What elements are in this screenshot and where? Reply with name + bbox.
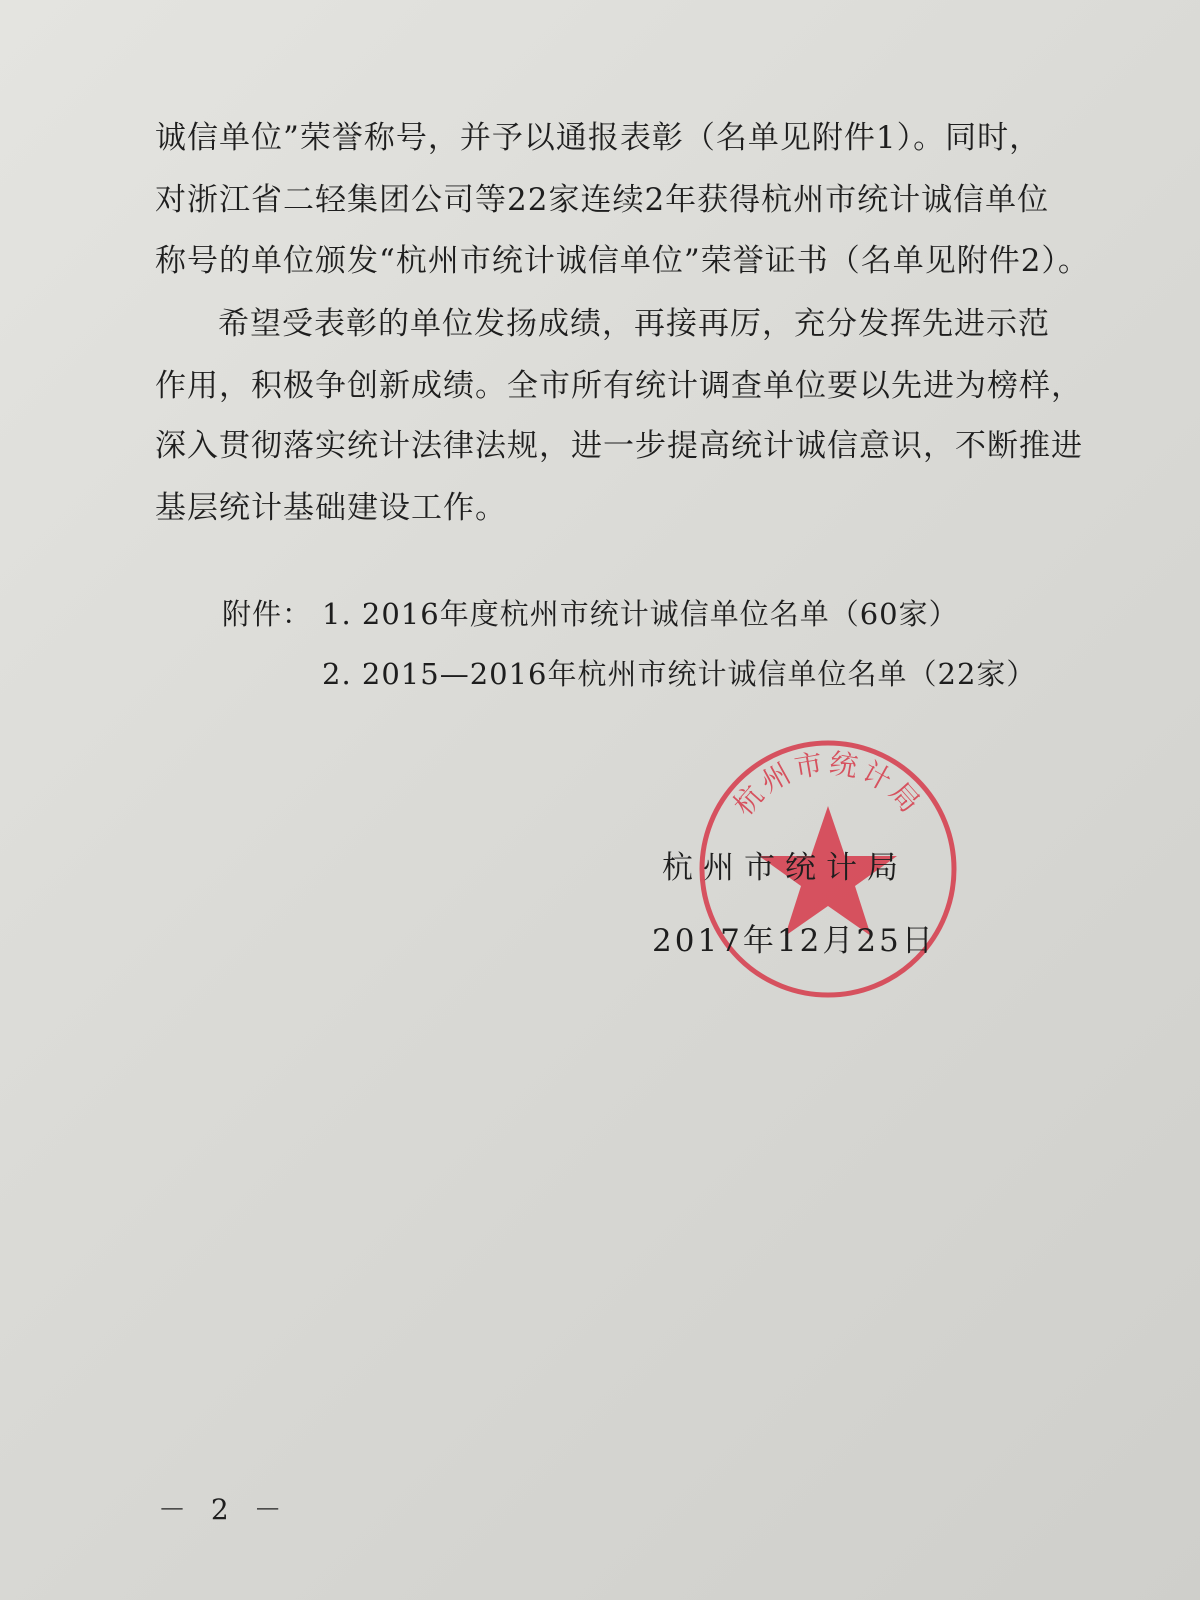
paragraph-line: 诚信单位”荣誉称号，并予以通报表彰（名单见附件1）。同时， <box>155 120 1042 156</box>
page-number: － 2 － <box>158 1493 290 1526</box>
issue-date: 2017年12月25日 <box>652 923 936 959</box>
paragraph-line: 基层统计基础建设工作。 <box>155 490 507 526</box>
paragraph-line: 对浙江省二轻集团公司等22家连续2年获得杭州市统计诚信单位 <box>155 182 1050 218</box>
attachments-label: 附件： <box>222 597 313 631</box>
paragraph-line: 作用，积极争创新成绩。全市所有统计调查单位要以先进为榜样， <box>155 368 1083 404</box>
paragraph-line: 称号的单位颁发“杭州市统计诚信单位”荣誉证书（名单见附件2）。 <box>155 243 1090 279</box>
attachment-item: 1. 2016年度杭州市统计诚信单位名单（60家） <box>322 597 959 631</box>
stamp-text: 杭州市统计局 <box>726 746 930 822</box>
issuer-name: 杭州市统计局 <box>662 850 908 886</box>
attachment-item: 2. 2015—2016年杭州市统计诚信单位名单（22家） <box>322 657 1037 691</box>
paragraph-line: 深入贯彻落实统计法律法规，进一步提高统计诚信意识，不断推进 <box>155 428 1083 464</box>
paragraph-line: 希望受表彰的单位发扬成绩，再接再厉，充分发挥先进示范 <box>218 306 1050 342</box>
